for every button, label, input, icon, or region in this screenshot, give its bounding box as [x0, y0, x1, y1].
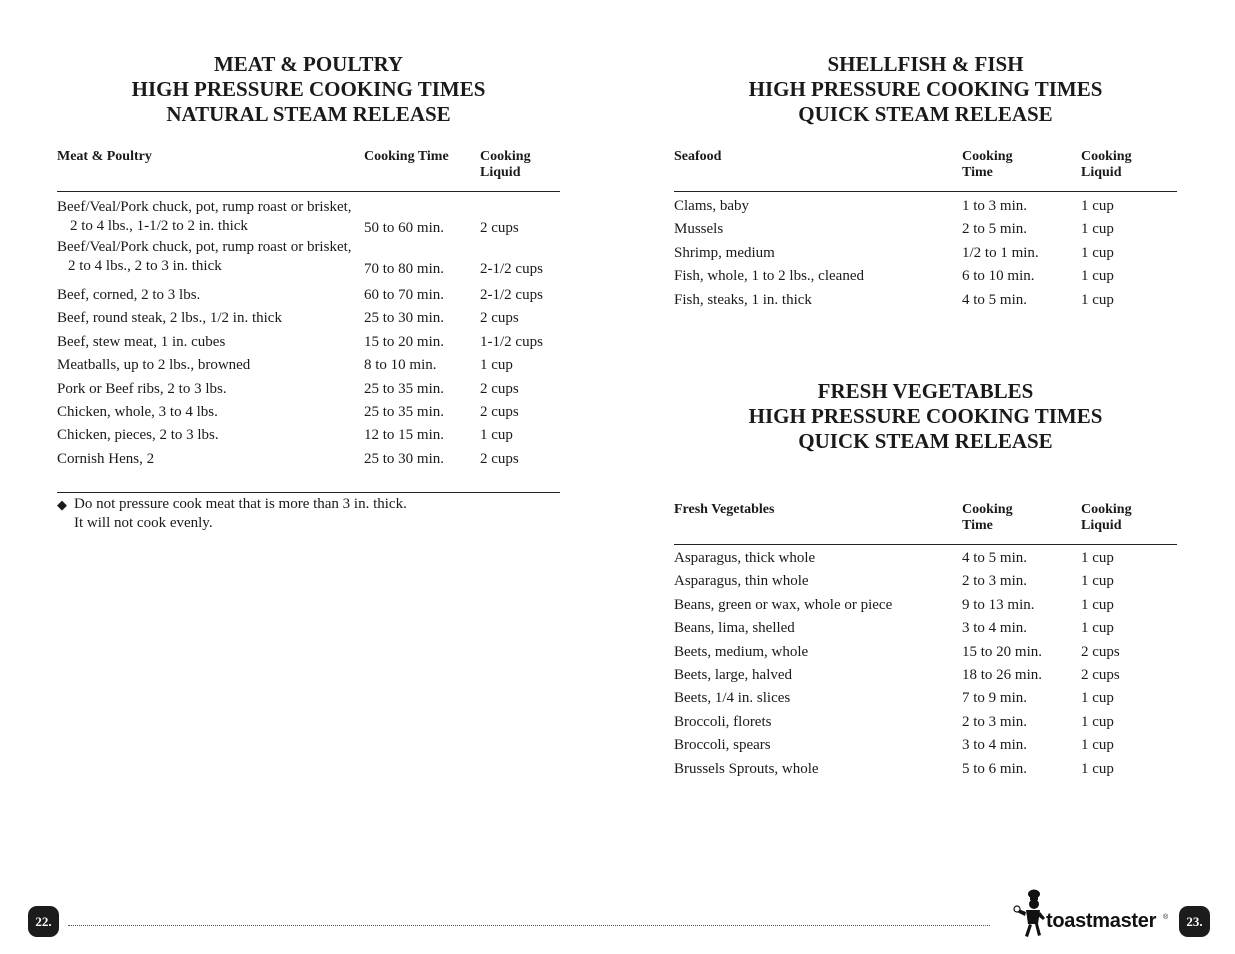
vegetables-table-header: [674, 502, 1177, 545]
table-row: Beets, large, halved 18 to 26 min. 2 cups: [674, 666, 1120, 683]
right-page: [674, 0, 1177, 954]
header-liquid: Cooking Liquid: [1081, 149, 1132, 180]
table-row: Fish, whole, 1 to 2 lbs., cleaned 6 to 10 min. 1 cup: [674, 268, 1114, 285]
table-row: Beans, green or wax, whole or piece 9 to 13 min. 1 cup: [674, 596, 1114, 613]
table-row: Beef, corned, 2 to 3 lbs. 60 to 70 min. 2-1/2 cups: [57, 287, 543, 303]
header-time: Cooking Time: [364, 149, 449, 164]
table-row: Asparagus, thick whole 4 to 5 min. 1 cup: [674, 550, 1114, 566]
table-row: Brussels Sprouts, whole 5 to 6 min. 1 cup: [674, 760, 1114, 777]
table-row: Chicken, pieces, 2 to 3 lbs. 12 to 15 min. 1 cup: [57, 427, 513, 444]
left-page: [57, 0, 560, 954]
table-row: Fish, steaks, 1 in. thick 4 to 5 min. 1 cup: [674, 291, 1114, 308]
brand-name: toastmaster: [1046, 910, 1157, 932]
meat-poultry-title: MEAT & POULTRY HIGH PRESSURE COOKING TIMES NATURAL STEAM RELEASE: [131, 52, 486, 126]
diamond-bullet-icon: ◆: [57, 497, 67, 512]
table-row: Broccoli, florets 2 to 3 min. 1 cup: [674, 713, 1114, 730]
vegetables-table-body: [674, 547, 1177, 781]
seafood-table-body: [674, 195, 1177, 312]
table-row: Shrimp, medium 1/2 to 1 min. 1 cup: [674, 244, 1114, 261]
header-item: Fresh Vegetables: [674, 502, 775, 517]
table-row: Cornish Hens, 2 25 to 30 min. 2 cups: [57, 450, 519, 467]
table-row: Beef/Veal/Pork chuck, pot, rump roast or brisket, 2 to 4 lbs., 1-1/2 to 2 in. thick 50 to 60 min. 2 cups: [57, 199, 519, 236]
table-row: Meatballs, up to 2 lbs., browned 8 to 10 min. 1 cup: [57, 357, 513, 374]
table-row: Asparagus, thin whole 2 to 3 min. 1 cup: [674, 573, 1114, 590]
header-liquid: Cooking Liquid: [1081, 502, 1132, 533]
caution-note: ◆ Do not pressure cook meat that is more than 3 in. thick. It will not cook evenly.: [57, 496, 407, 531]
toastmaster-logo: [1012, 888, 1172, 940]
page-number-left: 22.: [28, 906, 59, 937]
table-row: Chicken, whole, 3 to 4 lbs. 25 to 35 min. 2 cups: [57, 403, 519, 420]
header-item: Seafood: [674, 149, 722, 164]
table-row: Pork or Beef ribs, 2 to 3 lbs. 25 to 35 min. 2 cups: [57, 380, 519, 397]
table-row: Mussels 2 to 5 min. 1 cup: [674, 221, 1114, 238]
footer-dotted-rule: [68, 925, 990, 926]
seafood-table-header: [674, 149, 1177, 192]
table-row: Beets, 1/4 in. slices 7 to 9 min. 1 cup: [674, 690, 1114, 707]
shellfish-fish-title: SHELLFISH & FISH HIGH PRESSURE COOKING TIMES QUICK STEAM RELEASE: [748, 52, 1103, 126]
meat-table-header: [57, 149, 560, 192]
header-time: Cooking Time: [962, 149, 1013, 180]
table-row: Beef/Veal/Pork chuck, pot, rump roast or brisket, 2 to 4 lbs., 2 to 3 in. thick 70 to 80 min. 2-1/2 cups: [57, 239, 543, 277]
fresh-vegetables-title: FRESH VEGETABLES HIGH PRESSURE COOKING TIMES QUICK STEAM RELEASE: [748, 379, 1103, 453]
header-liquid: Cooking Liquid: [480, 149, 531, 180]
meat-table-body: [57, 194, 560, 471]
chef-mascot-icon: [1012, 888, 1046, 940]
table-row: Clams, baby 1 to 3 min. 1 cup: [674, 198, 1114, 214]
page-number-right: 23.: [1179, 906, 1210, 937]
header-time: Cooking Time: [962, 502, 1013, 533]
table-row: Beets, medium, whole 15 to 20 min. 2 cups: [674, 643, 1120, 660]
table-row: Beef, stew meat, 1 in. cubes 15 to 20 min. 1-1/2 cups: [57, 333, 543, 350]
table-row: Broccoli, spears 3 to 4 min. 1 cup: [674, 737, 1114, 754]
table-row: Beans, lima, shelled 3 to 4 min. 1 cup: [674, 620, 1114, 637]
registered-mark: ®: [1163, 914, 1169, 921]
table-bottom-rule: [57, 492, 560, 493]
header-item: Meat & Poultry: [57, 149, 152, 164]
table-row: Beef, round steak, 2 lbs., 1/2 in. thick 25 to 30 min. 2 cups: [57, 310, 519, 327]
